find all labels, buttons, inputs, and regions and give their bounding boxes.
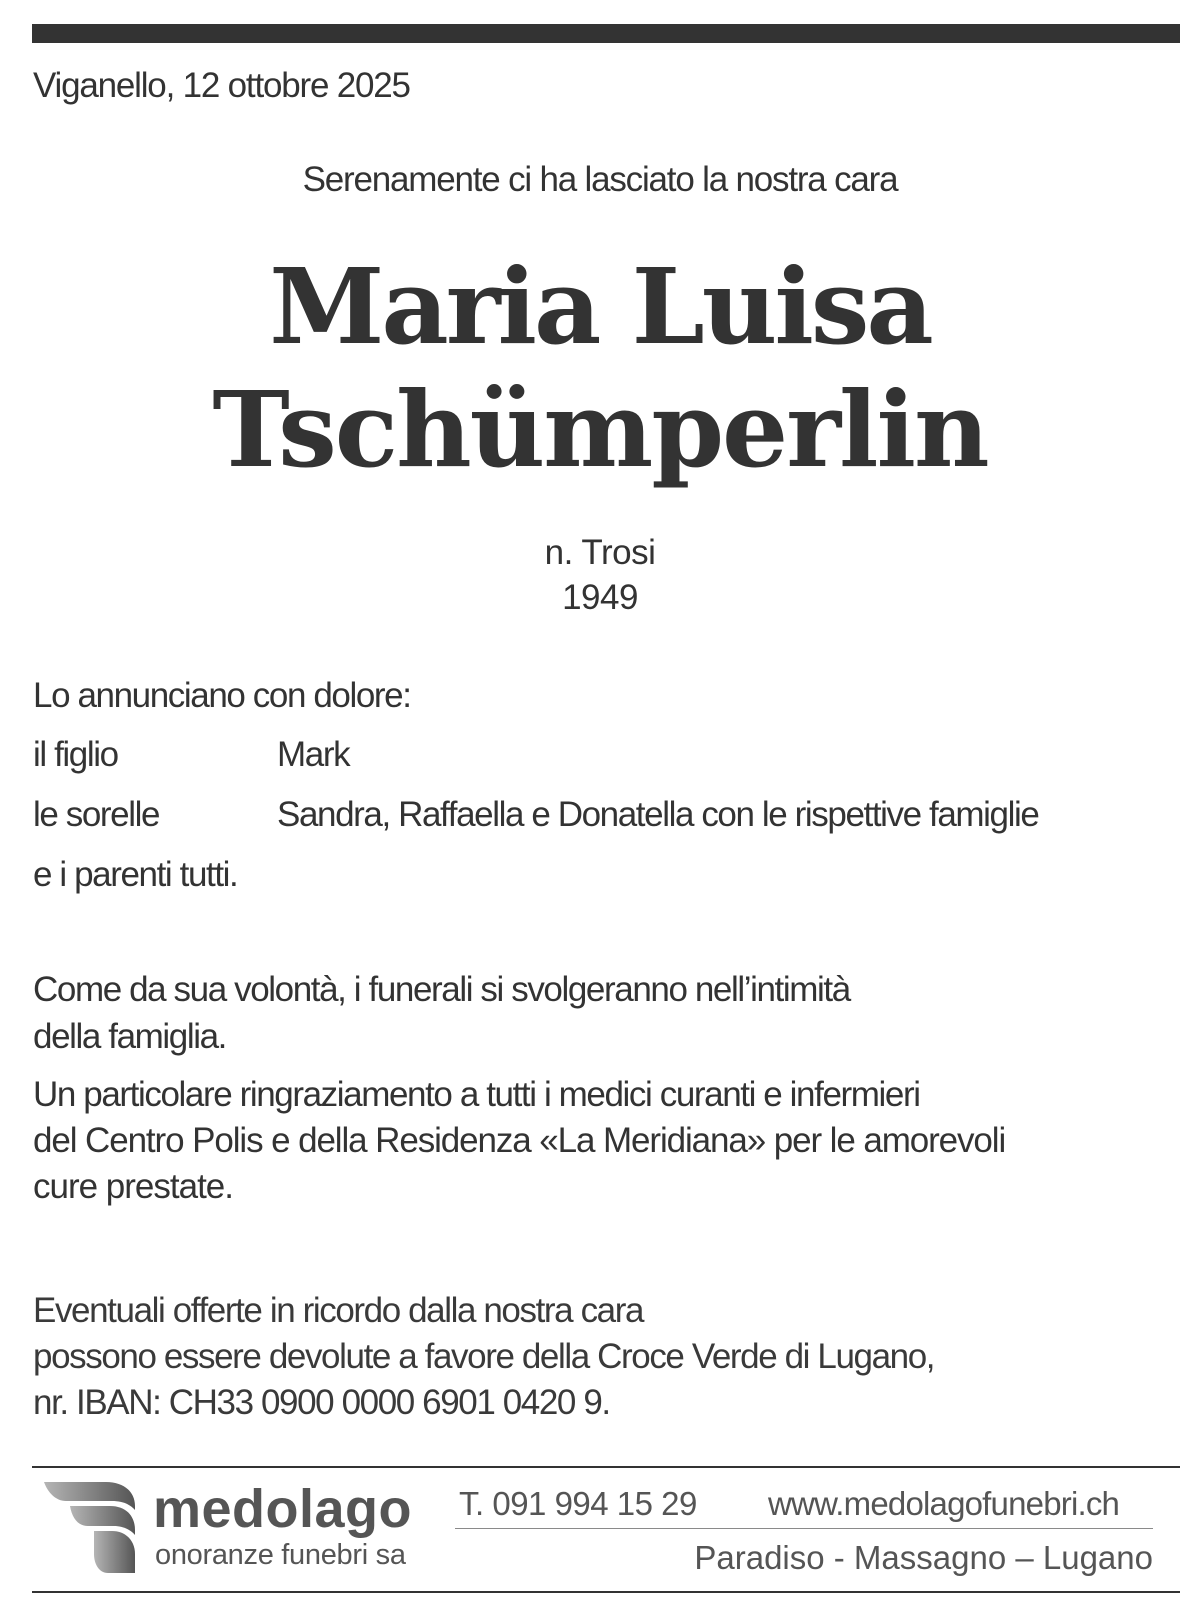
website-link[interactable]: www.medolagofunebri.ch <box>768 1485 1120 1522</box>
top-divider-bar <box>32 24 1180 43</box>
phone-number: T. 091 994 15 29 <box>459 1485 697 1522</box>
relation-names: Sandra, Raffaella e Donatella con le rispettive famiglie <box>277 795 1039 834</box>
footer-bottom-rule <box>32 1591 1180 1593</box>
brand-tagline: onoranze funebri sa <box>155 1539 406 1571</box>
wing-logo-icon <box>44 1480 140 1575</box>
intro-text: Serenamente ci ha lasciato la nostra cara <box>302 160 898 199</box>
thanks-text-line: del Centro Polis e della Residenza «La Meridiana» per le amorevoli <box>33 1121 1006 1160</box>
footer-top-rule <box>32 1466 1180 1468</box>
announce-heading: Lo annunciano con dolore: <box>33 676 411 715</box>
place-date: Viganello, 12 ottobre 2025 <box>33 66 410 105</box>
thanks-text-line: Un particolare ringraziamento a tutti i medici curanti e infermieri <box>33 1075 920 1114</box>
brand-name: medolago <box>153 1479 413 1539</box>
locations: Paradiso - Massagno – Lugano <box>694 1539 1153 1576</box>
maiden-name: n. Trosi <box>544 533 656 572</box>
funeral-text-line: Come da sua volontà, i funerali si svolgeranno nell’intimità <box>33 970 850 1009</box>
donation-iban-line: nr. IBAN: CH33 0900 0000 6901 0420 9. <box>33 1383 610 1422</box>
funeral-text-line: della famiglia. <box>33 1017 226 1056</box>
relatives-closing: e i parenti tutti. <box>33 855 238 894</box>
donation-text-line: Eventuali offerte in ricordo dalla nostra cara <box>33 1291 644 1330</box>
thanks-text-line: cure prestate. <box>33 1167 233 1206</box>
relation-row-sisters <box>33 795 1038 835</box>
deceased-first-name: Maria Luisa <box>269 245 931 368</box>
relation-names: Mark <box>277 735 350 774</box>
donation-text-line: possono essere devolute a favore della Croce Verde di Lugano, <box>33 1337 935 1376</box>
relation-row-son <box>33 735 349 775</box>
relation-label: il figlio <box>33 735 118 774</box>
footer-mid-rule <box>455 1528 1153 1529</box>
relation-label: le sorelle <box>33 795 160 834</box>
deceased-surname: Tschümperlin <box>212 368 988 491</box>
birth-year: 1949 <box>562 578 638 617</box>
